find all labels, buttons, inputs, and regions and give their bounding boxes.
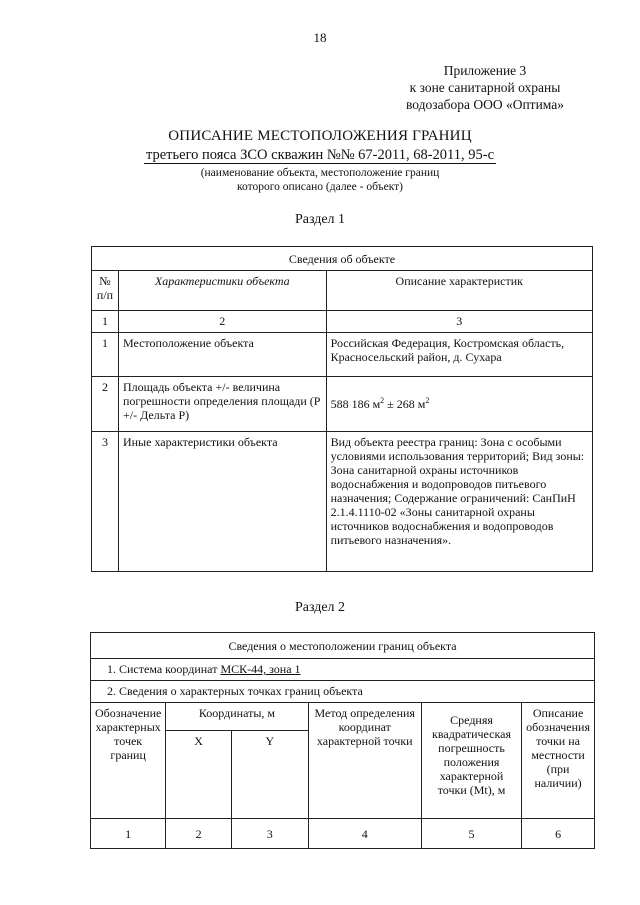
header-y: Y [231, 731, 308, 819]
title-note-line-1: (наименование объекта, местоположение границ [200, 167, 440, 179]
document-subtitle [0, 147, 640, 164]
title-note [0, 166, 640, 194]
coordinate-system-value: МСК-44, зона 1 [220, 662, 301, 676]
row-num: 1 [92, 333, 119, 377]
document-subtitle-text: третьего пояса ЗСО скважин №№ 67-2011, 68-2011, 95-с [145, 147, 495, 163]
index-cell: 1 [92, 311, 119, 333]
boundary-table-title: Сведения о местоположении границ объекта [91, 633, 595, 659]
page-number: 18 [313, 30, 327, 45]
index-cell: 3 [231, 819, 308, 849]
header-num: № п/п [92, 271, 119, 311]
header-accuracy: Средняя квадратическая погрешность положения характерной точки (Mt), м [421, 703, 521, 819]
document-title: ОПИСАНИЕ МЕСТОПОЛОЖЕНИЯ ГРАНИЦ [168, 128, 472, 144]
index-cell: 2 [118, 311, 326, 333]
header-coordinates: Координаты, м [166, 703, 308, 731]
coordinate-system-label: 1. Система координат [107, 662, 221, 676]
table-row [92, 333, 593, 377]
header-point-description: Описание обозначения точки на местности (при наличии) [522, 703, 595, 819]
table-row [92, 432, 593, 572]
appendix-header [370, 62, 600, 113]
boundary-location-table [90, 632, 595, 849]
index-cell: 5 [421, 819, 521, 849]
row-num: 2 [92, 377, 119, 432]
row-characteristic: Местоположение объекта [118, 333, 326, 377]
index-cell: 4 [308, 819, 421, 849]
index-cell: 3 [326, 311, 592, 333]
object-info-table [91, 246, 593, 572]
header-designation: Обозначение характерных точек границ [91, 703, 166, 819]
table-row [92, 377, 593, 432]
object-info-table-title: Сведения об объекте [92, 247, 593, 271]
header-method: Метод определения координат характерной точки [308, 703, 421, 819]
appendix-line-1: Приложение 3 [443, 63, 527, 78]
title-note-line-2: которого описано (далее - объект) [236, 181, 404, 193]
area-unit-exponent: 2 [380, 396, 385, 405]
section-2-title: Раздел 2 [294, 600, 346, 615]
area-unit-exponent: 2 [425, 396, 430, 405]
row-num: 3 [92, 432, 119, 572]
row-description: Вид объекта реестра границ: Зона с особыми условиями использования территорий; Вид зоны: Зона санитарной охраны источников водоснабжения и водопроводов питьевого назначения; Содержание ограничений: СанПиН 2.1.4.1110-02 «Зоны санитарной охраны источников водоснабжения и водопроводов питьевого назначения». [326, 432, 592, 572]
area-tolerance: ± 268 м [384, 397, 426, 411]
area-value: 588 186 м [330, 397, 381, 411]
header-characteristic: Характеристики объекта [118, 271, 326, 311]
header-description: Описание характеристик [326, 271, 592, 311]
index-cell: 1 [91, 819, 166, 849]
row-description: Российская Федерация, Костромская область, Красносельский район, д. Сухара [326, 333, 592, 377]
row-characteristic: Иные характеристики объекта [118, 432, 326, 572]
header-x: X [166, 731, 232, 819]
coordinate-system-row [91, 659, 595, 681]
appendix-line-3: водозабора ООО «Оптима» [406, 97, 564, 112]
row-description [326, 377, 592, 432]
index-cell: 6 [522, 819, 595, 849]
section-1-title: Раздел 1 [294, 212, 346, 227]
points-info-row: 2. Сведения о характерных точках границ объекта [91, 681, 595, 703]
row-characteristic: Площадь объекта +/- величина погрешности определения площади (Р +/- Дельта Р) [118, 377, 326, 432]
index-cell: 2 [166, 819, 232, 849]
appendix-line-2: к зоне санитарной охраны [409, 80, 561, 95]
